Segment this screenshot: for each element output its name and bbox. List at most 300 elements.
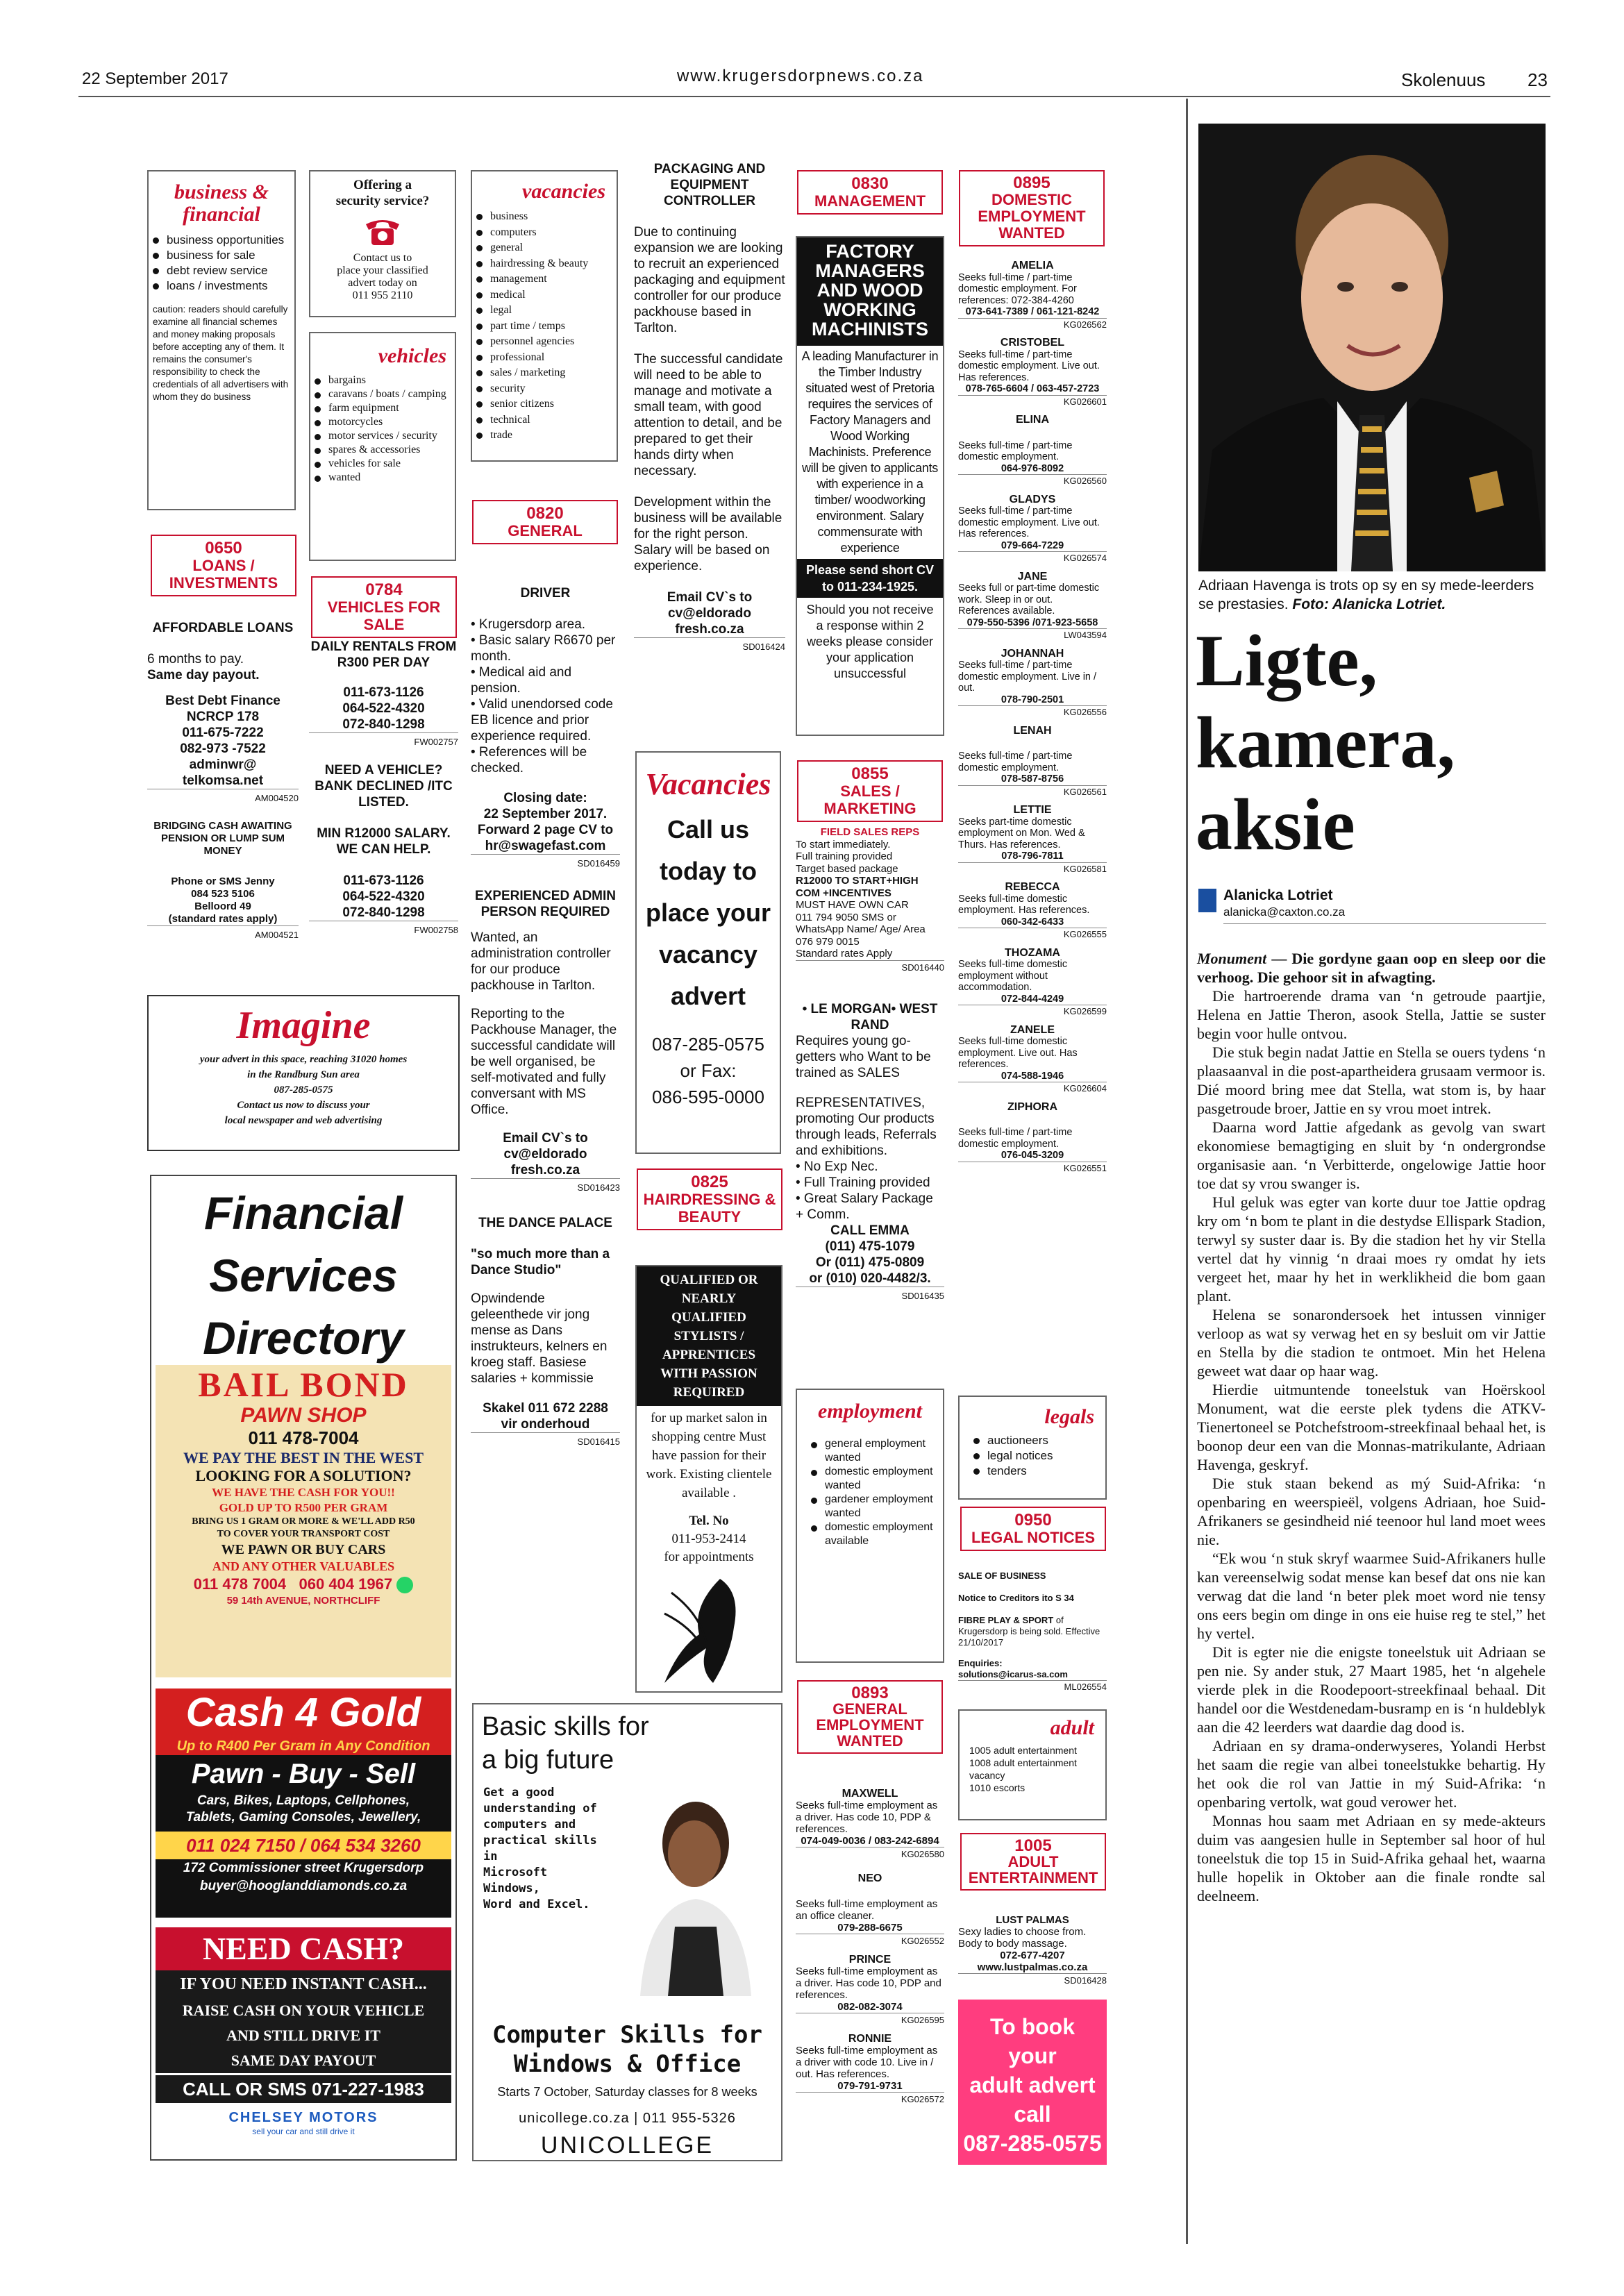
packaging-ad [634, 161, 785, 655]
phone[interactable]: 011-675-7222 [182, 726, 264, 740]
list-item[interactable]: business for sale [149, 248, 294, 263]
article-photo [1198, 124, 1546, 571]
list-item[interactable]: senior citizens [472, 396, 617, 412]
email[interactable]: cv@eldorado [668, 606, 751, 621]
address: 172 Commissioner street Krugersdorp [183, 1861, 424, 1875]
business-title: business & financial [174, 181, 269, 226]
list-item[interactable]: medical [472, 287, 617, 303]
list-item[interactable]: bargains [310, 374, 455, 387]
phone[interactable]: 079-550-5396 /071-923-5658 [966, 617, 1098, 628]
phone[interactable]: 079-288-6675 [837, 1922, 903, 1934]
list-item[interactable]: hairdressing & beauty [472, 256, 617, 272]
ad-line: Offering a [353, 178, 412, 192]
phone[interactable]: 082-082-3074 [837, 2001, 903, 2013]
phone[interactable]: 064-522-4320 [342, 889, 425, 904]
ad-line: GOLD UP TO R500 PER GRAM [219, 1501, 388, 1514]
ad-title: FACTORY MANAGERS AND WOOD WORKING MACHINISTS [797, 237, 943, 346]
hair-silhouette-image [658, 1565, 762, 1690]
phone[interactable]: 060 404 1967 [299, 1575, 393, 1593]
ad-ref: SD016440 [796, 960, 944, 974]
phone[interactable]: 074-049-0036 / 083-242-6894 [801, 1835, 939, 1847]
ad-line: Enquiries: [958, 1658, 1003, 1668]
email[interactable]: adminwr@ [189, 757, 257, 772]
category-name: LEGAL NOTICES [971, 1529, 1096, 1546]
ad-text: Due to continuing expansion we are looking to recruit an experienced packaging and equipment controller for our produce packhouse based in Tarlton. [634, 225, 785, 335]
list-item[interactable]: legal [472, 303, 617, 319]
ad-text: Requires young go-getters who Want to be trained as SALES [796, 1034, 931, 1080]
imagine-ad[interactable] [147, 995, 460, 1151]
phone[interactable]: 011 478-7004 [248, 1427, 359, 1448]
ad-line: NCRCP 178 [186, 710, 260, 724]
ad-line: MUST HAVE OWN CAR [796, 899, 909, 911]
phone[interactable]: 087-285-0575 [652, 1034, 764, 1055]
column-rule [1186, 99, 1188, 2244]
list-item[interactable]: business [472, 209, 617, 225]
ad-ref: KG026561 [958, 785, 1107, 798]
ad-ref: SD016424 [634, 637, 785, 655]
ad-line: AND ANY OTHER VALUABLES [212, 1559, 395, 1573]
ad-line: Pawn - Buy - Sell [191, 1759, 416, 1789]
listing-name: PRINCE [848, 1954, 891, 1966]
legals-list [960, 1433, 1105, 1479]
ad-line: AND STILL DRIVE IT [156, 2023, 451, 2048]
domestic-employment-list [958, 260, 1107, 1174]
lust-palmas-ad [958, 1914, 1107, 1986]
category-management[interactable] [797, 170, 943, 215]
listing-name: MAXWELL [842, 1788, 898, 1800]
vehicles-box [309, 332, 456, 561]
article-paragraph: Die hartroerende drama van ‘n getroude paartjie, Helena en Jattie Theron, asook Stella, Jattie se suster begin voor hulle ontvou. [1197, 987, 1546, 1042]
phone[interactable]: 011-673-1126 [343, 873, 424, 888]
phone[interactable]: 078-587-8756 [1001, 773, 1064, 785]
listing-text: Seeks full-time / part-time domestic employment. Live in / out. [958, 660, 1097, 694]
phone[interactable]: 087-285-0575 [963, 2131, 1102, 2156]
phone[interactable]: 011 794 9050 SMS or WhatsApp Name/ Age/ Area 076 979 0015 [796, 911, 926, 948]
ad-ref: FW002758 [309, 921, 458, 938]
sale-of-business-ad [958, 1570, 1107, 1693]
list-item[interactable]: gardener employment wanted [807, 1493, 943, 1520]
category-name: ADULT ENTERTAINMENT [968, 1853, 1098, 1886]
phone[interactable]: 082-973 -7522 [180, 741, 266, 756]
listing-text: Seeks full-time / part-time domestic employment. Live out. Has references. [958, 349, 1100, 383]
phone[interactable]: (011) 475-1079 [825, 1239, 915, 1254]
bail-bond-ad[interactable] [156, 1365, 451, 1677]
list-item[interactable]: wanted [310, 471, 455, 485]
ad-title: THE DANCE PALACE [478, 1216, 612, 1230]
listing-text: Seeks part-time domestic employment on Mon. Wed & Thurs. Has references. [958, 816, 1085, 850]
headline-line: aksie [1196, 784, 1355, 865]
list-item[interactable]: part time / temps [472, 319, 617, 335]
category-adult-entertainment[interactable] [960, 1833, 1106, 1891]
ad-title: EXPERIENCED ADMIN PERSON REQUIRED [474, 889, 617, 919]
phone[interactable]: 079-791-9731 [837, 2080, 903, 2092]
article-paragraph: Die stuk staan bekend as mý Suid-Afrika: ‘n openbaring en weerspieël, volgens Adriaan, hoe Suid-Afrikaners se gesindheid nié teenoor hul land moet wees nie. [1197, 1475, 1546, 1548]
ad-line: Phone or SMS Jenny [171, 875, 275, 887]
ad-line: Microsoft Windows, [483, 1866, 548, 1895]
category-name: VEHICLES FOR SALE [327, 598, 441, 633]
category-general-employment[interactable] [797, 1680, 943, 1754]
list-item[interactable]: caravans / boats / camping [310, 387, 455, 401]
listing-text: Seeks full-time domestic employment. Live out. Has references. [958, 1036, 1078, 1070]
list-item[interactable]: sales / marketing [472, 365, 617, 381]
factory-managers-ad[interactable] [796, 236, 944, 736]
book-adult-advert-ad[interactable] [958, 2000, 1107, 2165]
unicollege-logo: UNICOLLEGE [540, 2132, 714, 2159]
article-paragraph: Daarna word Jattie afgedank as gevolg van swart ekonomiese bemagtiging en sluit by ‘n ondergrondse organisasie aan. ‘n Verbitterde, ongelowige Jattie hoor toe dat sy vrou swanger is. [1197, 1118, 1546, 1192]
business-list [149, 233, 294, 294]
ad-ref: KG026604 [958, 1082, 1107, 1095]
ad-line: RAISE CASH ON YOUR VEHICLE [156, 1998, 451, 2023]
ad-line: vir onderhoud [501, 1417, 590, 1432]
business-financial-box [147, 170, 296, 510]
hairdressing-ad[interactable] [635, 1265, 782, 1693]
ad-line: R12000 TO START+HIGH COM +INCENTIVES [796, 875, 919, 899]
listing-name: NEO [857, 1872, 882, 1884]
phone[interactable]: 072-844-4249 [1001, 993, 1064, 1005]
need-cash-ad[interactable] [156, 1927, 451, 2156]
ad-line: "so much more than a Dance Studio" [471, 1247, 610, 1277]
ad-line: WE PAWN OR BUY CARS [221, 1542, 386, 1557]
listing-name: REBECCA [1005, 881, 1060, 893]
category-legal-notices[interactable] [960, 1507, 1106, 1551]
email[interactable]: hr@swagefast.com [485, 839, 606, 853]
ad-line: computers and [483, 1818, 576, 1832]
phone[interactable]: 076-045-3209 [1001, 1150, 1064, 1161]
phone[interactable]: Skakel 011 672 2288 [483, 1401, 608, 1416]
listing-name: THOZAMA [1005, 946, 1060, 959]
ad-line: Notice to Creditors ito S 34 [958, 1593, 1074, 1603]
ad-title: DAILY RENTALS FROM R300 PER DAY [310, 639, 457, 670]
phone[interactable]: Or (011) 475-0809 [815, 1255, 925, 1270]
list-item[interactable]: professional [472, 350, 617, 366]
issue-date: 22 September 2017 [82, 69, 228, 88]
category-number: 0895 [1013, 174, 1050, 192]
list-item[interactable]: computers [472, 225, 617, 241]
ad-line: Closing date: [503, 791, 587, 805]
category-sales-marketing[interactable] [797, 760, 943, 822]
ad-line: WE HAVE THE CASH FOR YOU!! [212, 1486, 395, 1499]
ad-ref: SD016423 [471, 1178, 620, 1196]
list-item[interactable]: trade [472, 428, 617, 444]
ad-line: • References will be checked. [471, 745, 587, 776]
listing-name: LETTIE [1013, 804, 1052, 816]
ad-ref: KG026560 [958, 474, 1107, 487]
listing-text: Seeks full-time / part-time domestic employment. [958, 1127, 1073, 1150]
phone[interactable]: 060-342-6433 [1001, 916, 1064, 928]
list-item[interactable]: business opportunities [149, 233, 294, 248]
article-paragraph: Hierdie uitmuntende toneelstuk van Hoërskool Monument, wat die eerste plek tydens die ATKV-Tienertoneel se Potchefstroom-streekfinaal behaal het, is boonop deur een van die Monnas-matrikulante, Adriaan Havenga, geskryf. [1197, 1381, 1546, 1473]
ad-title: FIELD SALES REPS [820, 826, 920, 838]
phone[interactable]: 087-285-0575 [274, 1084, 333, 1096]
ad-line: place your classified [337, 265, 428, 276]
list-item[interactable]: general [472, 240, 617, 256]
ad-line: Tablets, Gaming Consoles, Jewellery, [185, 1810, 421, 1825]
ad-ref: KG026601 [958, 395, 1107, 408]
ad-line: • Valid unendorsed code EB licence and prior experience required. [471, 697, 613, 744]
header-rule [78, 96, 1550, 97]
listing-text: Seeks full-time / part-time domestic employment. [958, 751, 1073, 773]
adult-box [958, 1709, 1107, 1820]
list-item[interactable]: personnel agencies [472, 334, 617, 350]
listing-name: ELINA [1016, 414, 1049, 426]
ad-line: today to [660, 857, 757, 885]
listing-name: GLADYS [1009, 493, 1056, 505]
ad-text: A leading Manufacturer in the Timber Industry situated west of Pretoria requires the services of Factory Managers and Wood Working Machinists. Preference will be given to applicants with experience in a timber/ woodworking environment. Salary commensurate with experience [801, 349, 939, 555]
headline-line: kamera, [1196, 702, 1455, 783]
ad-title: SALE OF BUSINESS [958, 1570, 1046, 1581]
email[interactable]: fresh.co.za [675, 622, 744, 637]
ad-text: The successful candidate will need to be able to manage and motivate a small team, with good attention to detail, and be prepared to get their hands dirty when necessary. [634, 352, 783, 478]
phone[interactable]: 078-790-2501 [1001, 694, 1064, 705]
listing-text: Seeks full-time domestic employment without accommodation. [958, 959, 1068, 993]
ad-title: PACKAGING AND EQUIPMENT CONTROLLER [653, 162, 766, 208]
phone[interactable]: or (010) 020-4482/3. [809, 1271, 931, 1286]
ad-text: Reporting to the Packhouse Manager, the successful candidate will be well organised, be self-motivated and fully conversant with MS Office. [471, 1007, 617, 1117]
category-number: 0950 [1014, 1511, 1052, 1530]
list-item[interactable]: general employment wanted [807, 1437, 943, 1465]
list-item[interactable]: vehicles for sale [310, 457, 455, 471]
email[interactable]: cv@eldorado [503, 1147, 587, 1162]
category-number: 0893 [851, 1684, 889, 1702]
ad-line: IF YOU NEED INSTANT CASH... [156, 1970, 451, 1998]
category-general[interactable] [472, 500, 618, 544]
ad-ref: ML026554 [958, 1680, 1107, 1693]
website[interactable]: www.krugersdorpnews.co.za [677, 67, 924, 85]
listing-text: Seeks full-time / part-time domestic employment. For references: 072-384-4260 [958, 271, 1077, 306]
adult-title: adult [1050, 1716, 1094, 1739]
ad-ref: SD016415 [471, 1432, 620, 1450]
phone[interactable]: 011-673-1126 [343, 685, 424, 700]
list-item[interactable]: legal notices [969, 1448, 1105, 1464]
ad-title: a big future [482, 1745, 614, 1775]
dateline: Monument [1197, 950, 1267, 967]
ad-line: TO COVER YOUR TRANSPORT COST [217, 1529, 390, 1539]
listing-name: AMELIA [1011, 260, 1054, 271]
vacancies-title: vacancies [522, 180, 605, 203]
headline-line: Ligte, [1196, 620, 1378, 701]
ad-title: AFFORDABLE LOANS [152, 621, 294, 635]
phone[interactable]: 079-664-7229 [1001, 539, 1064, 551]
listing-name: LENAH [1013, 724, 1052, 737]
article-paragraph: Hul geluk was egter van korte duur toe Jattie opdrag kry om ‘n bom te plant in die destydse Ellispark Stadion, terwyl sy suster daar is. By die stadion het hy vir Stella vertel dat hy vinnig ‘n draai moes ry omdat hy iets vergeet het, maar hy het in werklikheid die bom gaan plant. [1197, 1193, 1546, 1305]
ad-line: vacancy [658, 940, 758, 969]
website[interactable]: unicollege.co.za | 011 955-5326 [519, 2111, 736, 2126]
vehicle-rentals-ad [309, 639, 458, 938]
ad-line: advert [670, 982, 746, 1010]
listing-name: JANE [1017, 570, 1048, 583]
category-loans[interactable] [151, 535, 296, 596]
list-item[interactable]: farm equipment [310, 401, 455, 415]
phone[interactable]: CALL OR SMS 071-227-1983 [156, 2073, 451, 2103]
ad-line: Best Debt Finance [165, 694, 281, 708]
ad-ref: KG026580 [796, 1847, 944, 1860]
ad-line: CALL EMMA [830, 1223, 910, 1238]
listing-text: Seeks full-time / part-time domestic employment. [958, 439, 1073, 462]
phone[interactable]: 072-840-1298 [342, 905, 425, 920]
ad-line: Contact us to [353, 252, 412, 264]
list-item[interactable]: auctioneers [969, 1433, 1105, 1448]
list-item[interactable]: management [472, 271, 617, 287]
legals-title: legals [1044, 1405, 1094, 1428]
article-body [1197, 949, 1546, 1905]
listing-text: Seeks full-time employment as a driver. Has code 10, PDP and references. [796, 1966, 941, 2001]
ad-ref: AM004521 [147, 925, 299, 943]
vehicles-title: vehicles [378, 344, 446, 367]
vacancies-call-ad[interactable] [635, 751, 781, 1154]
author-email[interactable]: alanicka@caxton.co.za [1223, 905, 1346, 919]
listing-text: Seeks full-time employment as a driver with code 10. Live in / out. Has references. [796, 2045, 938, 2080]
ad-line: Target based package [796, 862, 898, 875]
list-item[interactable]: loans / investments [149, 278, 294, 294]
ad-title: Cash 4 Gold [156, 1689, 451, 1737]
page-number: 23 [1527, 69, 1548, 90]
ad-ref: KG026555 [958, 928, 1107, 941]
ad-title: BAIL BOND [198, 1365, 409, 1404]
ad-line: MIN R12000 SALARY. WE CAN HELP. [317, 826, 451, 857]
ad-ref: KG026581 [958, 862, 1107, 875]
telephone-icon [362, 215, 403, 246]
ad-ref: KG026556 [958, 705, 1107, 719]
ad-line: Forward 2 page CV to [477, 823, 614, 837]
ad-line: 22 September 2017. [483, 807, 608, 821]
vacancies-list [472, 209, 617, 444]
phone[interactable]: 086-595-0000 [652, 1087, 764, 1107]
ad-line: place your [645, 898, 771, 927]
ad-text: Opwindende geleenthede vir jong mense as Dans instrukteurs, kelners en kroeg staff. Basiese salaries + kommissie [471, 1291, 608, 1386]
phone[interactable]: 078-796-7811 [1001, 850, 1064, 862]
byline-rule [1223, 923, 1546, 924]
imagine-title: Imagine [236, 1004, 371, 1047]
list-item[interactable]: motorcycles [310, 415, 455, 429]
ad-line: • Krugersdorp area. [471, 617, 586, 632]
phone[interactable]: 064-976-8092 [1001, 462, 1064, 474]
ad-text: for up market salon in shopping centre Must have passion for their work. Existing clientele available . [646, 1411, 772, 1500]
article-paragraph: Adriaan en sy drama-onderwyseres, Yolandi Herbst het saam die regie van albei toneelstukke behartig. Hy het ook die rol van Jattie in mý Suid-Afrika: ‘n openbaring vertolk, wat goud verower het. [1197, 1737, 1546, 1811]
ad-line: FIBRE PLAY & SPORT [958, 1615, 1054, 1625]
list-item[interactable]: 1010 escorts [969, 1782, 1026, 1793]
ad-title: Basic skills for [482, 1712, 649, 1741]
phone[interactable]: 011 478 7004 [193, 1575, 287, 1593]
phone[interactable]: 074-588-1946 [1001, 1070, 1064, 1082]
phone[interactable]: 078-765-6604 / 063-457-2723 [965, 383, 1100, 394]
financial-services-directory [150, 1175, 457, 2161]
category-domestic-employment[interactable] [959, 170, 1105, 246]
category-number: 0830 [851, 174, 889, 193]
list-item[interactable]: motor services / security [310, 429, 455, 443]
ad-line: Starts 7 October, Saturday classes for 8 weeks [497, 2085, 757, 2099]
ad-line: • Great Salary Package + Comm. [796, 1191, 933, 1222]
phone[interactable]: 011 024 7150 / 064 534 3260 [156, 1832, 451, 1859]
category-vehicles-for-sale[interactable] [311, 576, 457, 638]
ad-line: Word and Excel. [483, 1897, 590, 1911]
ad-title: Windows & Office [513, 2050, 742, 2078]
list-item[interactable]: technical [472, 412, 617, 428]
list-item[interactable]: domestic employment available [807, 1520, 943, 1548]
email[interactable]: telkomsa.net [182, 773, 264, 788]
photo-caption [1198, 576, 1546, 614]
ad-title: NEED CASH? [156, 1927, 451, 1970]
ad-line: Full training provided [796, 850, 893, 862]
vehicles-list [310, 374, 455, 485]
listing-text: Seeks full-time employment as a driver. Has code 10, PDP & references. [796, 1800, 938, 1835]
ad-line: Belloord 49 [194, 900, 251, 912]
ad-line: your advert in this space, reaching 31020 homes [199, 1054, 408, 1065]
byline-marker [1198, 889, 1216, 912]
photo-credit: Foto: Alanicka Lotriet. [1292, 596, 1446, 612]
ad-ref: KG026572 [796, 2092, 944, 2105]
list-item[interactable]: 1008 adult entertainment vacancy [969, 1757, 1077, 1781]
lead-text: — Die gordyne gaan oop en sleep oor die verhoog. Die gehoor sit in afwagting. [1197, 950, 1546, 986]
ad-line: Standard rates Apply [796, 948, 893, 960]
unicollege-ad[interactable] [472, 1703, 782, 2161]
list-item[interactable]: debt review service [149, 263, 294, 278]
ad-title: QUALIFIED OR NEARLY QUALIFIED STYLISTS / APPRENTICES WITH PASSION REQUIRED [637, 1266, 781, 1406]
ad-line: To book [989, 2014, 1075, 2039]
loans-ad [147, 620, 299, 943]
article-paragraph: Monnas hou saam met Adriaan en sy mede-akteurs duim vas aangesien hulle in September sal hoor of hul toneelstuk die top 15 in Suid-Afrika gehaal het, waarna hulle hopelik in Oktober aan die finale rondte sal deelneem. [1197, 1812, 1546, 1904]
list-item[interactable]: 1005 adult entertainment [969, 1745, 1077, 1756]
student-photo [619, 1788, 758, 1996]
list-item[interactable]: spares & accessories [310, 443, 455, 457]
ad-line: BRING US 1 GRAM OR MORE & WE'LL ADD R50 [192, 1516, 415, 1527]
phone[interactable]: 072-840-1298 [342, 717, 425, 732]
ad-line: • Full Training provided [796, 1175, 930, 1190]
cash-4-gold-ad[interactable] [156, 1689, 451, 1918]
category-number: 0650 [205, 539, 242, 558]
ad-line: sell your car and still drive it [252, 2127, 355, 2136]
ad-title: LUST PALMAS [996, 1914, 1069, 1926]
ad-line: WE PAY THE BEST IN THE WEST [183, 1449, 424, 1466]
phone[interactable]: 073-641-7389 / 061-121-8242 [965, 306, 1100, 317]
ad-line: security service? [335, 194, 430, 208]
phone[interactable]: 072-677-4207 [1000, 1950, 1065, 1961]
email[interactable]: buyer@hooglanddiamonds.co.za [199, 1879, 408, 1893]
ad-line: • Basic salary R6670 per month. [471, 633, 616, 664]
ad-line: adult advert [969, 2072, 1096, 2097]
list-item[interactable]: security [472, 381, 617, 397]
ad-title: NEED A VEHICLE? BANK DECLINED /ITC LISTED. [315, 763, 453, 810]
ad-line: LOOKING FOR A SOLUTION? [195, 1467, 412, 1484]
list-item[interactable]: domestic employment wanted [807, 1465, 943, 1493]
ad-title: BRIDGING CASH AWAITING PENSION OR LUMP SUM MONEY [153, 820, 292, 857]
email[interactable]: solutions@icarus-sa.com [958, 1669, 1068, 1679]
website[interactable]: www.lustpalmas.co.za [977, 1961, 1088, 1973]
ad-text: Development within the business will be available for the right person. Salary will be based on experience. [634, 495, 782, 573]
phone[interactable]: 011-953-2414 [671, 1532, 746, 1546]
employment-title: employment [818, 1400, 922, 1423]
phone[interactable]: 084 523 5106 [191, 888, 255, 900]
ad-title: Vacancies [645, 767, 771, 801]
ad-ref: SD016459 [471, 854, 620, 871]
ad-title: PAWN SHOP [240, 1404, 367, 1427]
caution-text: caution: readers should carefully examine all financial schemes and money making proposals before accepting any of them. It remains the consumer's responsibility to check the credentials of all advertisers with whom they do business [153, 304, 289, 402]
phone[interactable]: 064-522-4320 [342, 701, 425, 716]
security-ad[interactable] [309, 170, 456, 317]
category-name: GENERAL [508, 522, 583, 539]
ad-line: Same day payout. [147, 668, 260, 682]
ad-line: Cars, Bikes, Laptops, Cellphones, [196, 1793, 410, 1808]
phone[interactable]: 011 955 2110 [352, 290, 413, 301]
address: 59 14th AVENUE, NORTHCLIFF [226, 1595, 380, 1607]
category-hairdressing[interactable] [637, 1168, 782, 1230]
ad-line: for appointments [664, 1550, 754, 1564]
list-item[interactable]: tenders [969, 1464, 1105, 1479]
listing-name: RONNIE [848, 2033, 892, 2045]
article-paragraph: Dit is egter nie die enigste toneelstuk uit Adriaan se pen nie. Sy ander stuk, 27 Maart 1985, het ‘n algehele vierde plek in die Roodepoort-streekfinaal behaal. Dit handel oor die Westdenedam-busramp en is ‘n huldeblyk aan die 42 leerders wat daardie dag dood is. [1197, 1643, 1546, 1736]
author-name: Alanicka Lotriet [1223, 887, 1333, 903]
ad-ref: KG026595 [796, 2013, 944, 2026]
email[interactable]: fresh.co.za [510, 1163, 580, 1178]
